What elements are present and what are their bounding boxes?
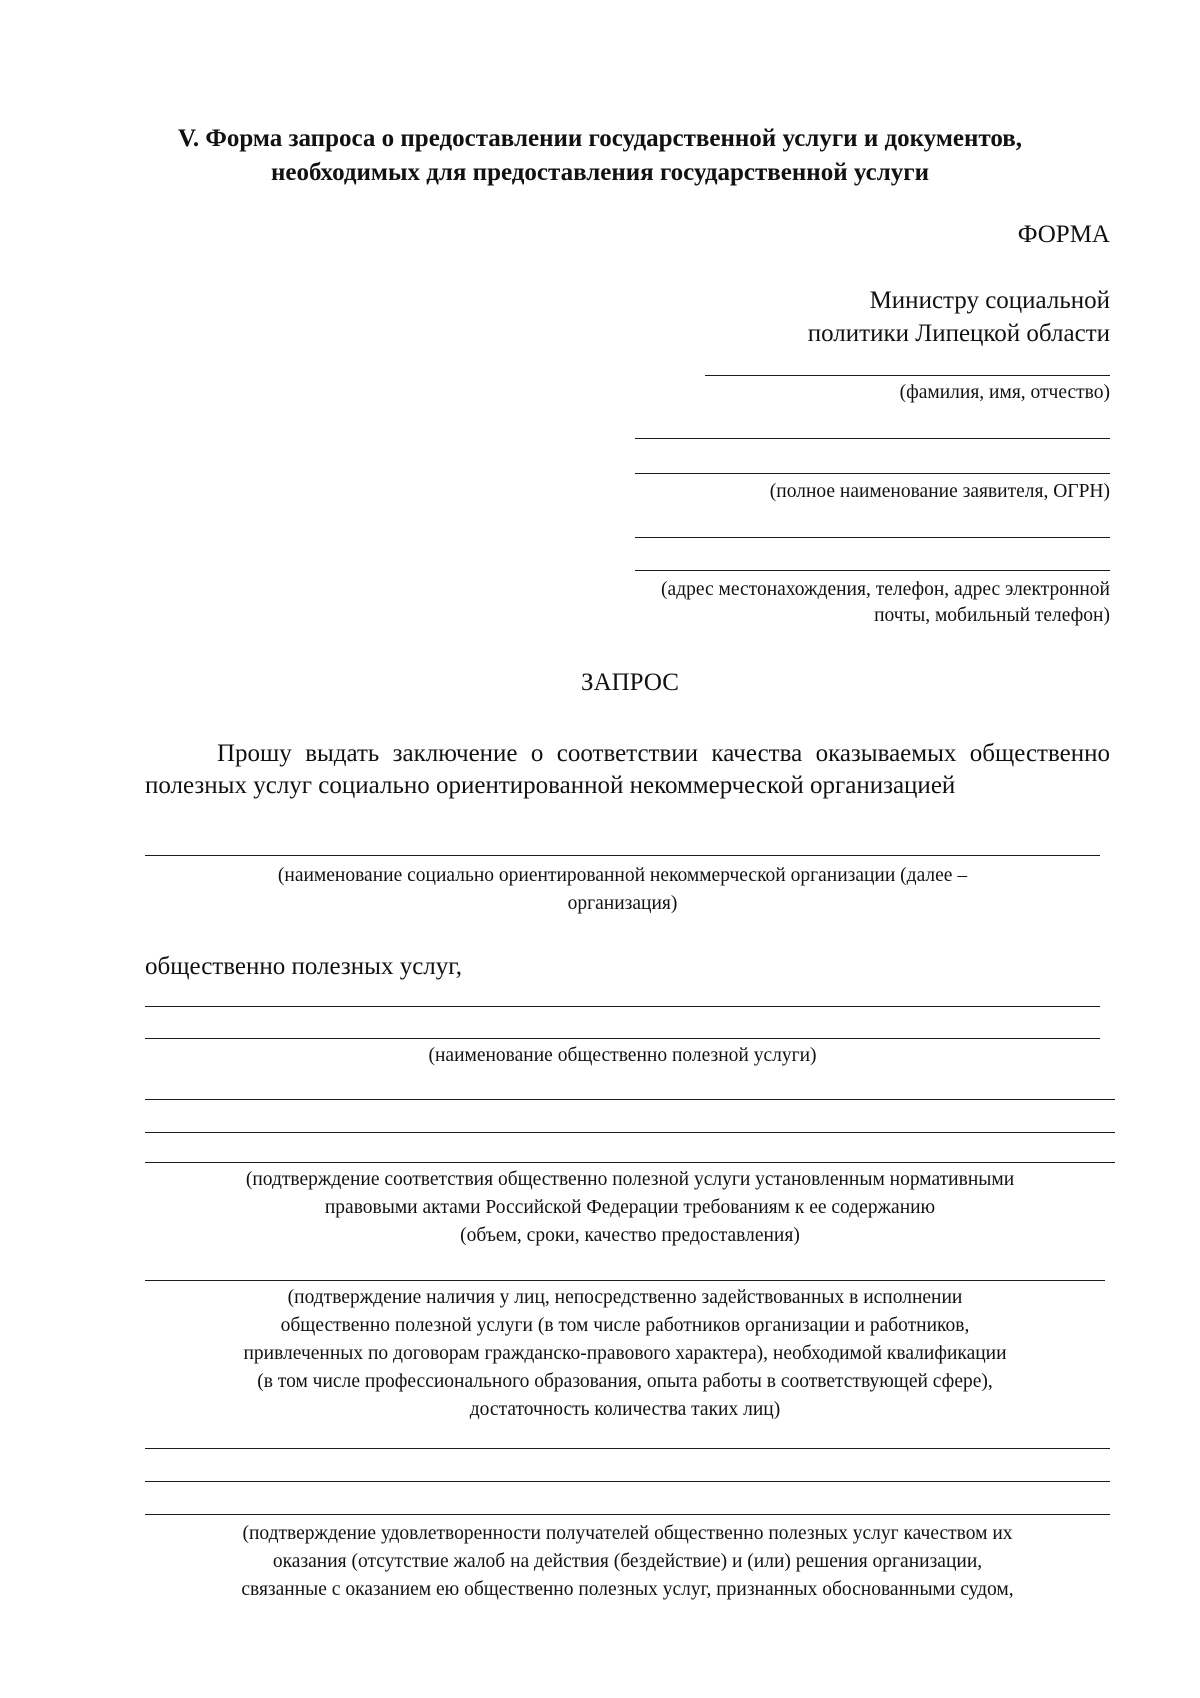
title-line-2: необходимых для предоставления государственной услуги	[271, 159, 929, 186]
services-text: общественно полезных услуг,	[145, 953, 462, 980]
staff-caption-line-4: (в том числе профессионального образования, опыта работы в соответствующей сфере),	[257, 1371, 993, 1392]
fio-caption: (фамилия, имя, отчество)	[899, 382, 1110, 403]
addressee-block	[808, 284, 1110, 350]
staff-caption	[145, 1284, 1105, 1424]
conformity-blank-line-1	[145, 1099, 1115, 1100]
service-blank-line-2	[145, 1038, 1100, 1039]
applicant-blank-line-2	[635, 473, 1110, 474]
conformity-caption	[145, 1166, 1115, 1250]
page-title	[130, 122, 1070, 190]
satisfaction-caption-line-2: оказания (отсутствие жалоб на действия (бездействие) и (или) решения организации,	[272, 1551, 983, 1572]
form-label: ФОРМА	[1017, 221, 1110, 248]
title-line-1: V. Форма запроса о предоставлении государственной услуги и документов,	[178, 125, 1022, 152]
address-blank-line-1	[635, 537, 1110, 538]
address-caption	[661, 577, 1110, 629]
request-heading: ЗАПРОС	[581, 669, 679, 696]
conformity-caption-line-3: (объем, сроки, качество предоставления)	[460, 1225, 800, 1246]
staff-caption-line-2: общественно полезной услуги (в том числе работников организации и работников,	[280, 1315, 970, 1336]
applicant-blank-line-1	[635, 438, 1110, 439]
staff-blank-line	[145, 1280, 1105, 1281]
org-name-blank-line	[145, 855, 1100, 856]
org-caption-line-2: организация)	[567, 893, 678, 914]
org-name-caption	[145, 862, 1100, 918]
addressee-line-1: Министру социальной	[869, 287, 1110, 314]
staff-caption-line-1: (подтверждение наличия у лиц, непосредственно задействованных в исполнении	[287, 1287, 963, 1308]
satisfaction-blank-line-1	[145, 1448, 1110, 1449]
address-blank-line-2	[635, 570, 1110, 571]
conformity-blank-line-2	[145, 1132, 1115, 1133]
staff-caption-line-5: достаточность количества таких лиц)	[469, 1399, 781, 1420]
staff-caption-line-3: привлеченных по договорам гражданско-правового характера), необходимой квалификации	[243, 1343, 1007, 1364]
fio-blank-line	[705, 375, 1110, 376]
address-caption-line-1: (адрес местонахождения, телефон, адрес электронной	[661, 579, 1110, 600]
satisfaction-caption-line-3: связанные с оказанием ею общественно полезных услуг, признанных обоснованными судом,	[241, 1579, 1014, 1600]
conformity-caption-line-2: правовыми актами Российской Федерации требованиям к ее содержанию	[324, 1197, 936, 1218]
satisfaction-blank-line-3	[145, 1514, 1110, 1515]
addressee-line-2: политики Липецкой области	[807, 320, 1110, 347]
address-caption-line-2: почты, мобильный телефон)	[874, 605, 1110, 626]
conformity-caption-line-1: (подтверждение соответствия общественно полезной услуги установленным нормативными	[245, 1169, 1015, 1190]
conformity-blank-line-3	[145, 1162, 1115, 1163]
applicant-caption: (полное наименование заявителя, ОГРН)	[769, 481, 1110, 502]
satisfaction-blank-line-2	[145, 1481, 1110, 1482]
service-blank-line-1	[145, 1006, 1100, 1007]
satisfaction-caption	[145, 1520, 1110, 1604]
service-name-caption: (наименование общественно полезной услуги)	[428, 1045, 817, 1066]
request-paragraph: Прошу выдать заключение о соответствии качества оказываемых общественно полезных услуг социально ориентированной некоммерческой организацией	[145, 740, 1110, 799]
org-caption-line-1: (наименование социально ориентированной некоммерческой организации (далее –	[277, 865, 968, 886]
satisfaction-caption-line-1: (подтверждение удовлетворенности получателей общественно полезных услуг качеством их	[242, 1523, 1013, 1544]
